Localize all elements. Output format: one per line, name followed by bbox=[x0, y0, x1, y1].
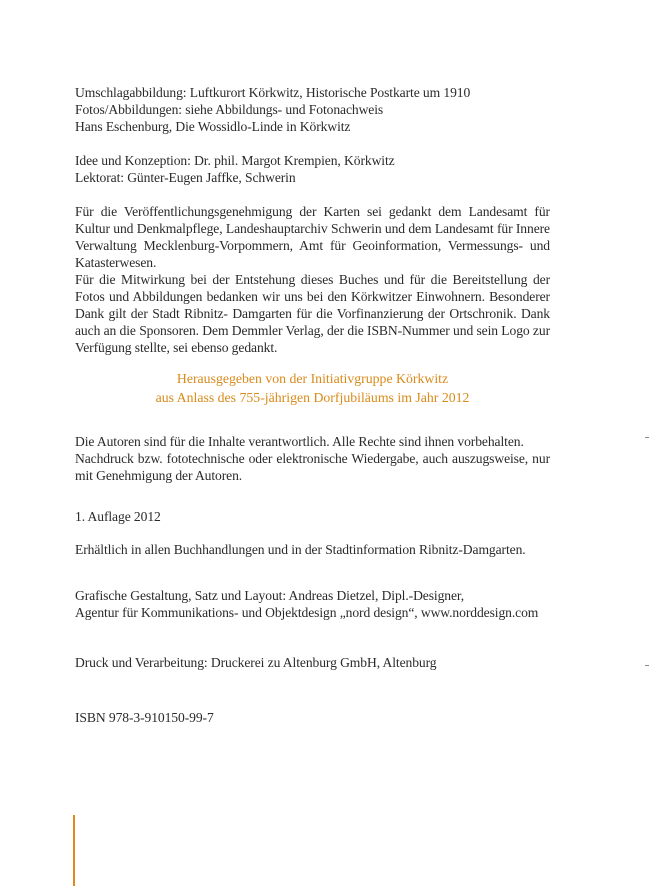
editor-line: Lektorat: Günter-Eugen Jaffke, Schwerin bbox=[75, 170, 296, 185]
printing-line: Druck und Verarbeitung: Druckerei zu Altenburg GmbH, Altenburg bbox=[75, 655, 437, 670]
agency-line: Agentur für Kommunikations- und Objektdesign „nord design“, www.norddesign.com bbox=[75, 605, 539, 620]
isbn-line: ISBN 978-3-910150-99-7 bbox=[75, 710, 214, 725]
cover-image-credit: Umschlagabbildung: Luftkurort Körkwitz, Historische Postkarte um 1910 bbox=[75, 85, 471, 100]
illustration-credit: Hans Eschenburg, Die Wossidlo-Linde in Körkwitz bbox=[75, 119, 351, 134]
isbn-block bbox=[75, 709, 550, 726]
publisher-note bbox=[75, 369, 550, 407]
anniversary-line: aus Anlass des 755-jährigen Dorfjubiläums im Jahr 2012 bbox=[155, 390, 470, 405]
accent-rule bbox=[73, 815, 75, 886]
design-line: Grafische Gestaltung, Satz und Layout: Andreas Dietzel, Dipl.-Designer, bbox=[75, 588, 465, 603]
rights-line: Die Autoren sind für die Inhalte verantwortlich. Alle Rechte sind ihnen vorbehalten. bbox=[75, 434, 524, 449]
maps-acknowledgement bbox=[75, 203, 550, 271]
availability-block bbox=[75, 541, 550, 558]
cover-credits bbox=[75, 84, 550, 135]
photo-credit: Fotos/Abbildungen: siehe Abbildungs- und Fotonachweis bbox=[75, 102, 384, 117]
edition-block bbox=[75, 508, 550, 525]
reproduction-line: Nachdruck bzw. fototechnische oder elektronische Wiedergabe, auch auszugsweise, nur mit Genehmigung der Autoren. bbox=[75, 451, 550, 483]
printing-block bbox=[75, 654, 550, 671]
maps-acknowledgement-text: Für die Veröffentlichungsgenehmigung der Karten sei gedankt dem Landesamt für Kultur und Denkmalpflege, Landeshauptarchiv Schwerin und dem Landesamt für Innere Verwaltung Mecklenburg-Vorpommern, Amt für Geoinformation, Vermessungs- und Katasterwesen. bbox=[75, 204, 550, 270]
concept-credits bbox=[75, 152, 550, 186]
publisher-line: Herausgegeben von der Initiativgruppe Körkwitz bbox=[176, 371, 449, 386]
edition-line: 1. Auflage 2012 bbox=[75, 509, 161, 524]
design-credits bbox=[75, 587, 550, 621]
concept-line: Idee und Konzeption: Dr. phil. Margot Krempien, Körkwitz bbox=[75, 153, 395, 168]
crop-mark bbox=[645, 437, 649, 438]
contributors-acknowledgement-text: Für die Mitwirkung bei der Entstehung dieses Buches und für die Bereitstellung der Fotos und Abbildungen bedanken wir uns bei den Körkwitzer Einwohnern. Besonderer Dank gilt der Stadt Ribnitz- Damgarten für die Vorfinanzierung der Ortschronik. Dank auch an die Sponsoren. Dem Demmler Verlag, der die ISBN-Nummer und sein Logo zur Verfügung stellte, sei ebenso gedankt. bbox=[75, 272, 550, 355]
contributors-acknowledgement bbox=[75, 271, 550, 356]
availability-line: Erhältlich in allen Buchhandlungen und in der Stadtinformation Ribnitz-Damgarten. bbox=[75, 542, 526, 557]
rights-notice bbox=[75, 433, 550, 484]
crop-mark bbox=[645, 665, 649, 666]
